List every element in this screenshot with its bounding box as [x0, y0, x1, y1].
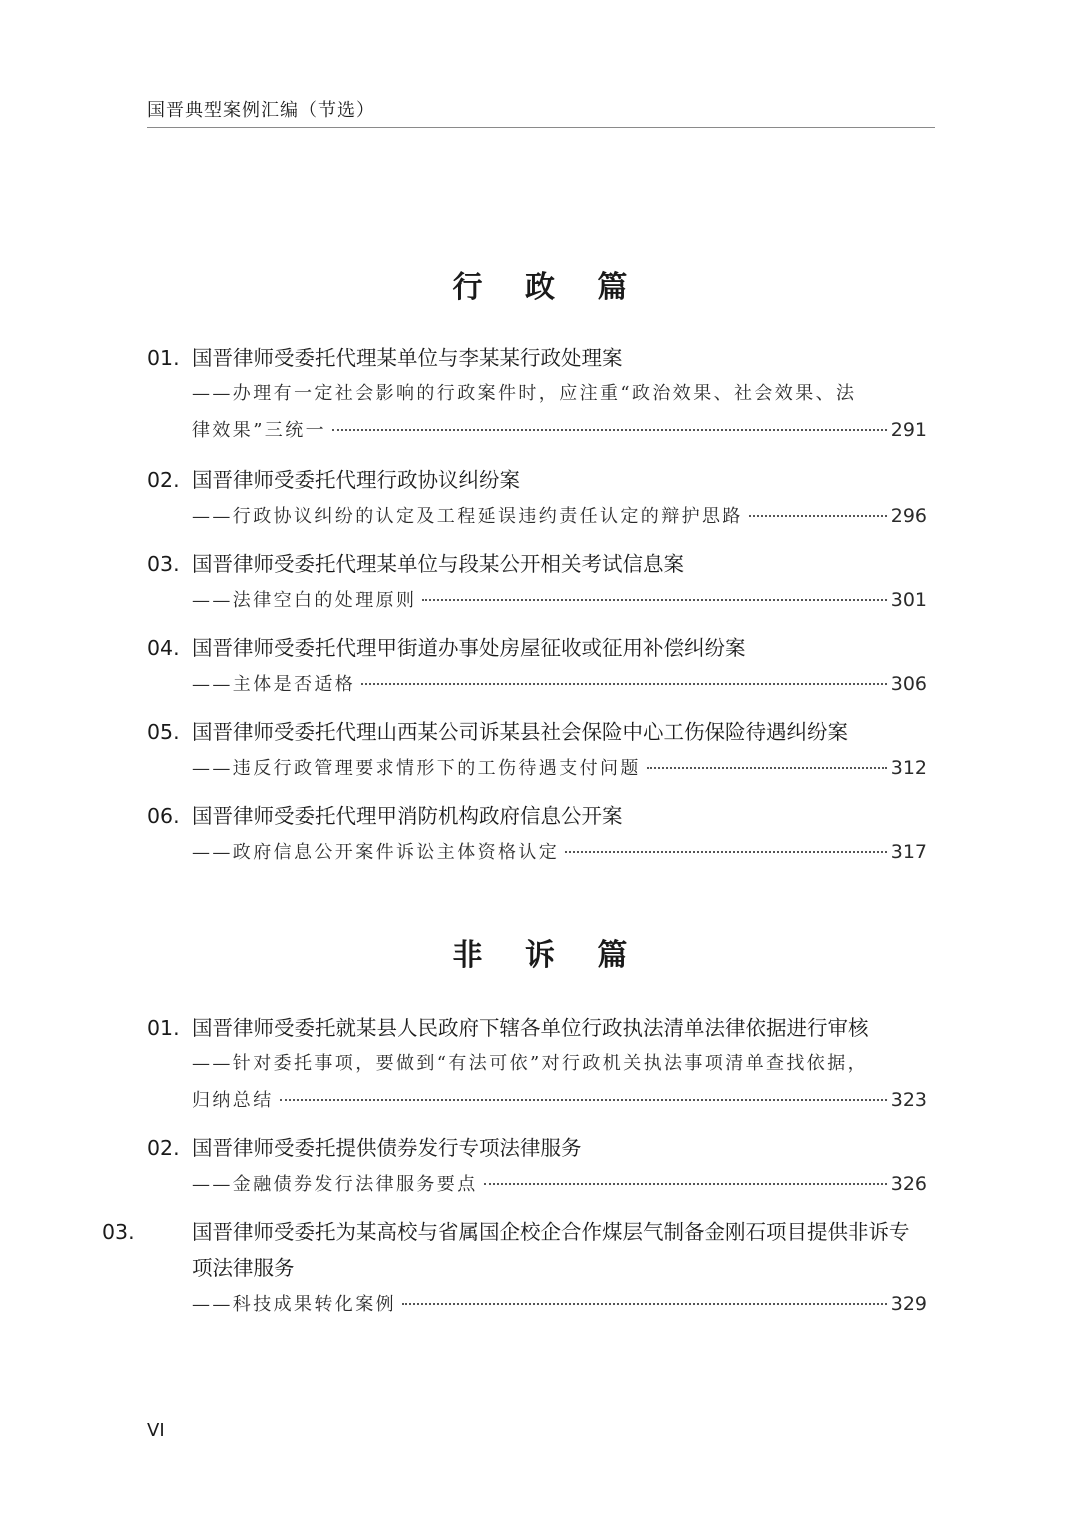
toc-entry[interactable] — [147, 1010, 927, 1119]
entry-title: 02. 国晋律师受委托代理行政协议纠纷案 — [147, 462, 927, 498]
toc-entry[interactable] — [147, 630, 927, 703]
page-number: 329 — [890, 1293, 927, 1315]
toc-entry[interactable] — [147, 546, 927, 619]
entry-subtitle: ——针对委托事项，要做到“有法可依”对行政机关执法事项清单查找依据， — [192, 1053, 869, 1074]
dot-leader — [749, 515, 887, 517]
toc-entry[interactable] — [102, 1214, 927, 1323]
entry-subtitle: 归纳总结 — [192, 1090, 274, 1111]
entry-title: 04. 国晋律师受委托代理甲街道办事处房屋征收或征用补偿纠纷案 — [147, 630, 927, 666]
page-folio: VI — [147, 1420, 165, 1441]
entry-title: 03. 国晋律师受委托为某高校与省属国企校企合作煤层气制备金刚石项目提供非诉专项法律服务 — [147, 1214, 927, 1286]
dot-leader — [361, 683, 887, 685]
entry-number: 03. — [102, 1220, 135, 1244]
page-number: 301 — [890, 589, 927, 611]
dot-leader — [484, 1183, 887, 1185]
header-rule — [147, 127, 935, 128]
entry-number: 05. — [147, 720, 180, 744]
dot-leader — [332, 429, 887, 431]
toc-entry[interactable] — [147, 1130, 927, 1203]
entry-subtitle: ——行政协议纠纷的认定及工程延误违约责任认定的辩护思路 — [192, 506, 743, 527]
entry-number: 02. — [147, 1136, 180, 1160]
entry-title: 02. 国晋律师受委托提供债券发行专项法律服务 — [147, 1130, 927, 1166]
entry-subtitle: ——政府信息公开案件诉讼主体资格认定 — [192, 842, 560, 863]
entry-number: 01. — [147, 346, 180, 370]
entry-subtitle: ——金融债券发行法律服务要点 — [192, 1174, 478, 1195]
toc-entry[interactable] — [147, 714, 927, 787]
page-number: 323 — [890, 1089, 927, 1111]
toc-entry[interactable] — [147, 798, 927, 871]
page-number: 306 — [890, 673, 927, 695]
entry-number: 03. — [147, 552, 180, 576]
dot-leader — [422, 599, 886, 601]
entry-subtitle: ——办理有一定社会影响的行政案件时，应注重“政治效果、社会效果、法 — [192, 383, 857, 404]
section-title-non-litigation: 非 诉 篇 — [452, 938, 644, 973]
running-head: 国晋典型案例汇编（节选） — [147, 100, 375, 121]
toc-entry[interactable] — [147, 462, 927, 535]
dot-leader — [647, 767, 887, 769]
entry-subtitle: ——法律空白的处理原则 — [192, 590, 417, 611]
entry-title: 05. 国晋律师受委托代理山西某公司诉某县社会保险中心工伤保险待遇纠纷案 — [147, 714, 927, 750]
dot-leader — [280, 1099, 887, 1101]
toc-entry[interactable] — [147, 340, 927, 449]
entry-subtitle: 律效果”三统一 — [192, 420, 327, 441]
page-number: 326 — [890, 1173, 927, 1195]
entry-subtitle: ——违反行政管理要求情形下的工伤待遇支付问题 — [192, 758, 641, 779]
entry-title: 06. 国晋律师受委托代理甲消防机构政府信息公开案 — [147, 798, 927, 834]
entry-number: 04. — [147, 636, 180, 660]
entry-title: 01. 国晋律师受委托代理某单位与李某某行政处理案 — [147, 340, 927, 376]
page-number: 291 — [890, 419, 927, 441]
entry-title: 03. 国晋律师受委托代理某单位与段某公开相关考试信息案 — [147, 546, 927, 582]
entry-number: 02. — [147, 468, 180, 492]
entry-title: 01. 国晋律师受委托就某县人民政府下辖各单位行政执法清单法律依据进行审核 — [147, 1010, 927, 1046]
dot-leader — [565, 851, 887, 853]
entry-number: 06. — [147, 804, 180, 828]
section-title-administrative: 行 政 篇 — [452, 270, 644, 305]
page-number: 312 — [890, 757, 927, 779]
entry-subtitle: ——主体是否适格 — [192, 674, 356, 695]
entry-subtitle: ——科技成果转化案例 — [192, 1294, 396, 1315]
page-number: 296 — [890, 505, 927, 527]
entry-number: 01. — [147, 1016, 180, 1040]
dot-leader — [402, 1303, 887, 1305]
page-number: 317 — [890, 841, 927, 863]
